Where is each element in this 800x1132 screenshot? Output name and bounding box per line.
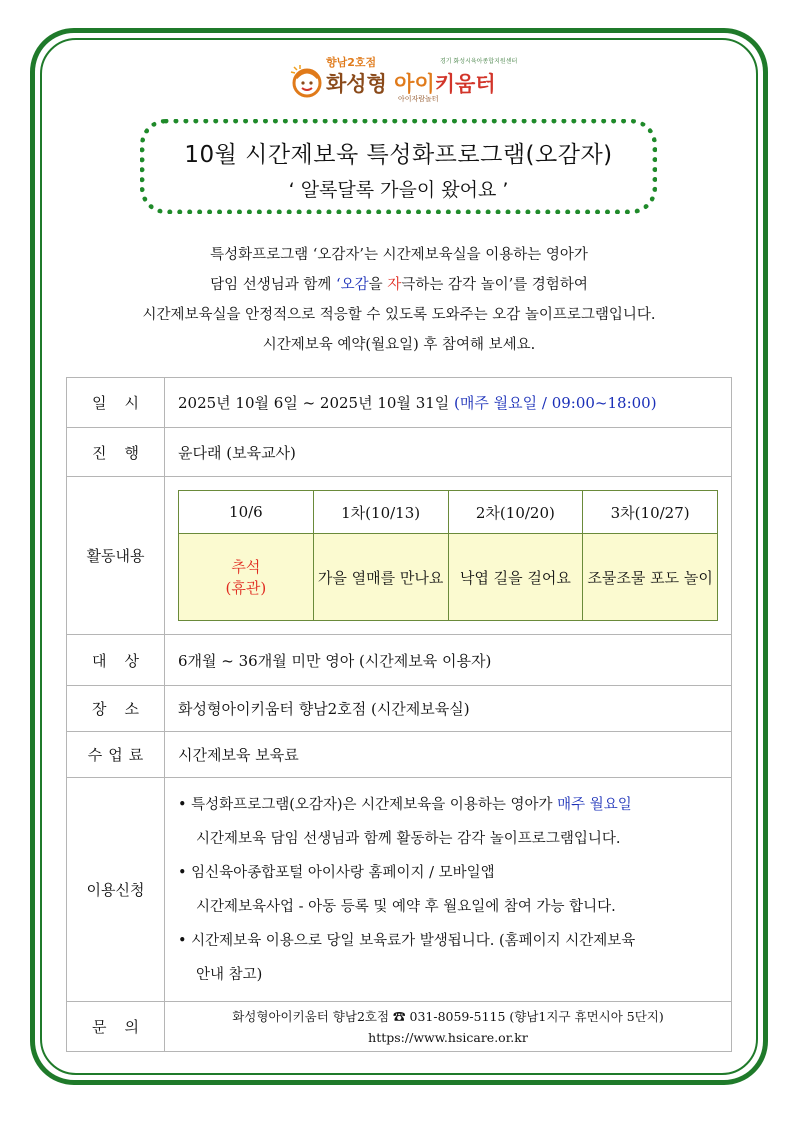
apply-line: 시간제보육사업 - 아동 등록 및 예약 후 월요일에 참여 가능 합니다. xyxy=(196,898,616,915)
label-place: 장소 xyxy=(67,686,165,732)
logo-branch: 향남2호점 xyxy=(326,56,377,69)
logo xyxy=(290,52,520,110)
activity-header: 10/6 xyxy=(179,491,314,534)
title-box xyxy=(140,119,657,214)
schedule-highlight: (매주 월요일 / 09:00~18:00) xyxy=(454,394,657,412)
activity-header: 3차(10/27) xyxy=(583,491,718,534)
table-row xyxy=(67,778,732,1002)
value-inquiry xyxy=(165,1002,732,1052)
activity-item: 낙엽 길을 걸어요 xyxy=(448,534,583,621)
intro-line: 시간제보육 예약(월요일) 후 참여해 보세요. xyxy=(262,337,536,353)
logo-tagline: 아이자람놀터 xyxy=(398,95,439,103)
value-fee: 시간제보육 보육료 xyxy=(165,732,732,778)
activity-item: 조물조물 포도 놀이 xyxy=(583,534,718,621)
label-leader: 진행 xyxy=(67,428,165,477)
label-activities: 활동내용 xyxy=(67,477,165,635)
activity-holiday: 추석 (휴관) xyxy=(179,534,314,621)
apply-line: 안내 참고) xyxy=(196,966,263,983)
value-place: 화성형아이키움터 향남2호점 (시간제보육실) xyxy=(165,686,732,732)
table-row xyxy=(67,477,732,635)
table-row xyxy=(67,428,732,477)
apply-line: 시간제보육 담임 선생님과 함께 활동하는 감각 놀이프로그램입니다. xyxy=(196,830,621,847)
label-fee: 수업료 xyxy=(67,732,165,778)
value-leader: 윤다래 (보육교사) xyxy=(165,428,732,477)
value-schedule: 2025년 10월 6일 ~ 2025년 10월 31일 (매주 월요일 / 09:00~18:00) xyxy=(165,378,732,428)
table-row xyxy=(67,635,732,686)
logo-org: 경기 화성시육아종합지원센터 xyxy=(440,58,518,65)
inquiry-url[interactable]: https://www.hsicare.or.kr xyxy=(368,1029,528,1045)
value-target: 6개월 ~ 36개월 미만 영아 (시간제보육 이용자) xyxy=(165,635,732,686)
activity-table xyxy=(178,490,718,621)
inquiry-contact: 화성형아이키움터 향남2호점 ☎ 031-8059-5115 (향남1지구 휴먼시아 5단지) xyxy=(232,1008,664,1024)
intro-line: 시간제보육실을 안정적으로 적응할 수 있도록 도와주는 오감 놀이프로그램입니다. xyxy=(142,307,656,323)
label-inquiry: 문의 xyxy=(67,1002,165,1052)
intro-text xyxy=(60,240,738,360)
apply-bullet: • 특성화프로그램(오감자)은 시간제보육을 이용하는 영아가 매주 월요일 xyxy=(178,796,632,813)
info-table xyxy=(66,377,732,1052)
intro-line: 담임 선생님과 함께 ‘오감을 자극하는 감각 놀이’를 경험하여 xyxy=(210,277,588,293)
table-row xyxy=(67,686,732,732)
table-row xyxy=(67,732,732,778)
page-title: 10월 시간제보육 특성화프로그램(오감자) xyxy=(184,142,613,168)
label-target: 대상 xyxy=(67,635,165,686)
label-apply: 이용신청 xyxy=(67,778,165,1002)
activity-item: 가을 열매를 만나요 xyxy=(313,534,448,621)
value-apply xyxy=(165,778,732,1002)
intro-line: 특성화프로그램 ‘오감자’는 시간제보육실을 이용하는 영아가 xyxy=(210,247,588,263)
apply-bullet: • 시간제보육 이용으로 당일 보육료가 발생됩니다. (홈페이지 시간제보육 xyxy=(178,932,636,949)
activity-header: 1차(10/13) xyxy=(313,491,448,534)
label-schedule: 일시 xyxy=(67,378,165,428)
table-row xyxy=(67,378,732,428)
apply-bullet: • 임신육아종합포털 아이사랑 홈페이지 / 모바일앱 xyxy=(178,864,495,881)
table-row xyxy=(67,1002,732,1052)
child-face-icon xyxy=(290,64,324,98)
logo-name: 화성형 아이키움터 xyxy=(326,72,496,96)
page-subtitle: ‘ 알록달록 가을이 왔어요 ’ xyxy=(288,179,509,201)
activity-header: 2차(10/20) xyxy=(448,491,583,534)
value-activities xyxy=(165,477,732,635)
